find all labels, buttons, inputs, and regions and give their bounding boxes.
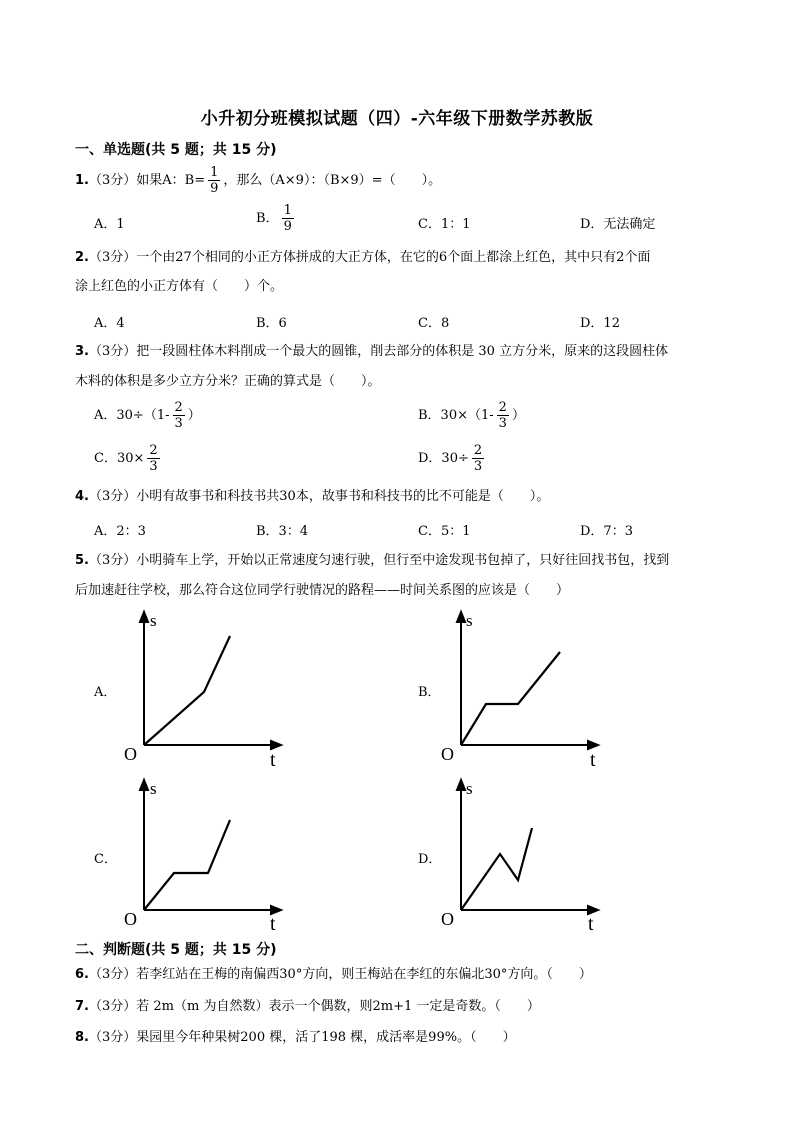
option-b[interactable]: B． $\frac{1}{9}$: [256, 203, 292, 234]
svg-text:t: t: [588, 913, 594, 935]
question-2-line2: 涂上红色的小正方体有（ ）个。: [75, 279, 284, 294]
svg-text:s: s: [466, 611, 473, 630]
graph-a: [118, 608, 288, 770]
section-heading-true-false: 二、判断题(共 5 题；共 15 分): [75, 942, 277, 958]
option-c[interactable]: C．: [94, 852, 117, 867]
option-d[interactable]: D．: [418, 852, 442, 867]
question-3: 3.（3分）把一段圆柱体木料削成一个最大的圆锥，削去部分的体积是 30 立方分米，原来的这段圆柱体: [75, 344, 669, 359]
question-2: 2.（3分）一个由27个相同的小正方体拼成的大正方体，在它的6个面上都涂上红色，其中只有2个面: [75, 250, 651, 265]
option-a[interactable]: A．4: [94, 316, 125, 331]
graph-d: [440, 776, 610, 936]
option-d[interactable]: D．无法确定: [580, 217, 656, 232]
option-c[interactable]: C．5：1: [418, 524, 471, 539]
distance-time-line: [144, 636, 230, 745]
question-7: 7.（3分）若 2m（m 为自然数）表示一个偶数，则2m+1 一定是奇数。（ ）: [75, 999, 540, 1014]
svg-text:O: O: [124, 909, 137, 929]
distance-time-line: [144, 820, 230, 910]
question-5-line2: 后加速赶往学校，那么符合这位同学行驶情况的路程——时间关系图的应该是（ ）: [75, 583, 570, 598]
graph-b: [440, 608, 610, 770]
option-d[interactable]: D．12: [580, 316, 620, 331]
distance-time-line: [461, 652, 560, 745]
graph-c: [118, 776, 288, 936]
question-score: （3分）: [89, 173, 137, 188]
y-axis-label: s: [150, 611, 157, 630]
svg-text:t: t: [590, 749, 596, 770]
option-a[interactable]: A．30÷（1- $\frac{2}{3}$ ）: [94, 400, 201, 431]
svg-text:O: O: [441, 744, 454, 764]
option-d[interactable]: D．7：3: [580, 524, 633, 539]
question-8: 8.（3分）果园里今年种果树200 棵，活了198 棵，成活率是99%。（ ）: [75, 1030, 516, 1045]
page-title: 小升初分班模拟试题（四）-六年级下册数学苏教版: [200, 109, 594, 129]
question-number: 1: [75, 173, 85, 188]
question-3-line2: 木料的体积是多少立方分米？正确的算式是（ ）。: [75, 374, 381, 389]
fraction: $\frac{1}{9}$: [283, 203, 292, 234]
option-a[interactable]: A．: [94, 685, 117, 700]
question-1: 1.（3分）如果A：B= $\frac{1}{9}$ ，那么（A×9）：（B×9）=（ ）。: [75, 165, 442, 196]
svg-text:O: O: [441, 909, 454, 929]
svg-text:s: s: [150, 779, 157, 798]
option-d[interactable]: D．30÷ $\frac{2}{3}$: [418, 443, 483, 474]
x-axis-arrow: [271, 741, 281, 749]
fraction: $\frac{2}{3}$: [473, 443, 483, 474]
svg-text:t: t: [270, 913, 276, 935]
x-axis-label: t: [270, 749, 276, 770]
origin-label: O: [124, 744, 137, 764]
option-a[interactable]: A．2：3: [94, 524, 146, 539]
question-5: 5.（3分）小明骑车上学，开始以正常速度匀速行驶，但行至中途发现书包掉了，只好往回找书包，找到: [75, 553, 670, 568]
question-4: 4.（3分）小明有故事书和科技书共30本，故事书和科技书的比不可能是（ ）。: [75, 489, 550, 504]
option-b[interactable]: B．: [418, 685, 441, 700]
option-c[interactable]: C．30× $\frac{2}{3}$: [94, 443, 158, 474]
option-a[interactable]: A．1: [94, 217, 125, 232]
option-b[interactable]: B．30×（1- $\frac{2}{3}$ ）: [418, 400, 525, 431]
option-c[interactable]: C．1：1: [418, 217, 471, 232]
svg-text:s: s: [466, 779, 473, 798]
fraction: $\frac{2}{3}$: [498, 400, 507, 431]
y-axis-arrow: [140, 612, 148, 622]
option-c[interactable]: C．8: [418, 316, 450, 331]
fraction: $\frac{2}{3}$: [174, 400, 183, 431]
fraction: $\frac{1}{9}$: [210, 165, 219, 196]
option-b[interactable]: B．6: [256, 316, 287, 331]
option-b[interactable]: B．3：4: [256, 524, 309, 539]
fraction: $\frac{2}{3}$: [149, 443, 158, 474]
section-heading-single-choice: 一、单选题(共 5 题；共 15 分): [75, 142, 277, 158]
question-6: 6.（3分）若李红站在王梅的南偏西30°方向，则王梅站在李红的东偏北30°方向。（ ）: [75, 967, 592, 982]
distance-time-line: [461, 828, 532, 910]
